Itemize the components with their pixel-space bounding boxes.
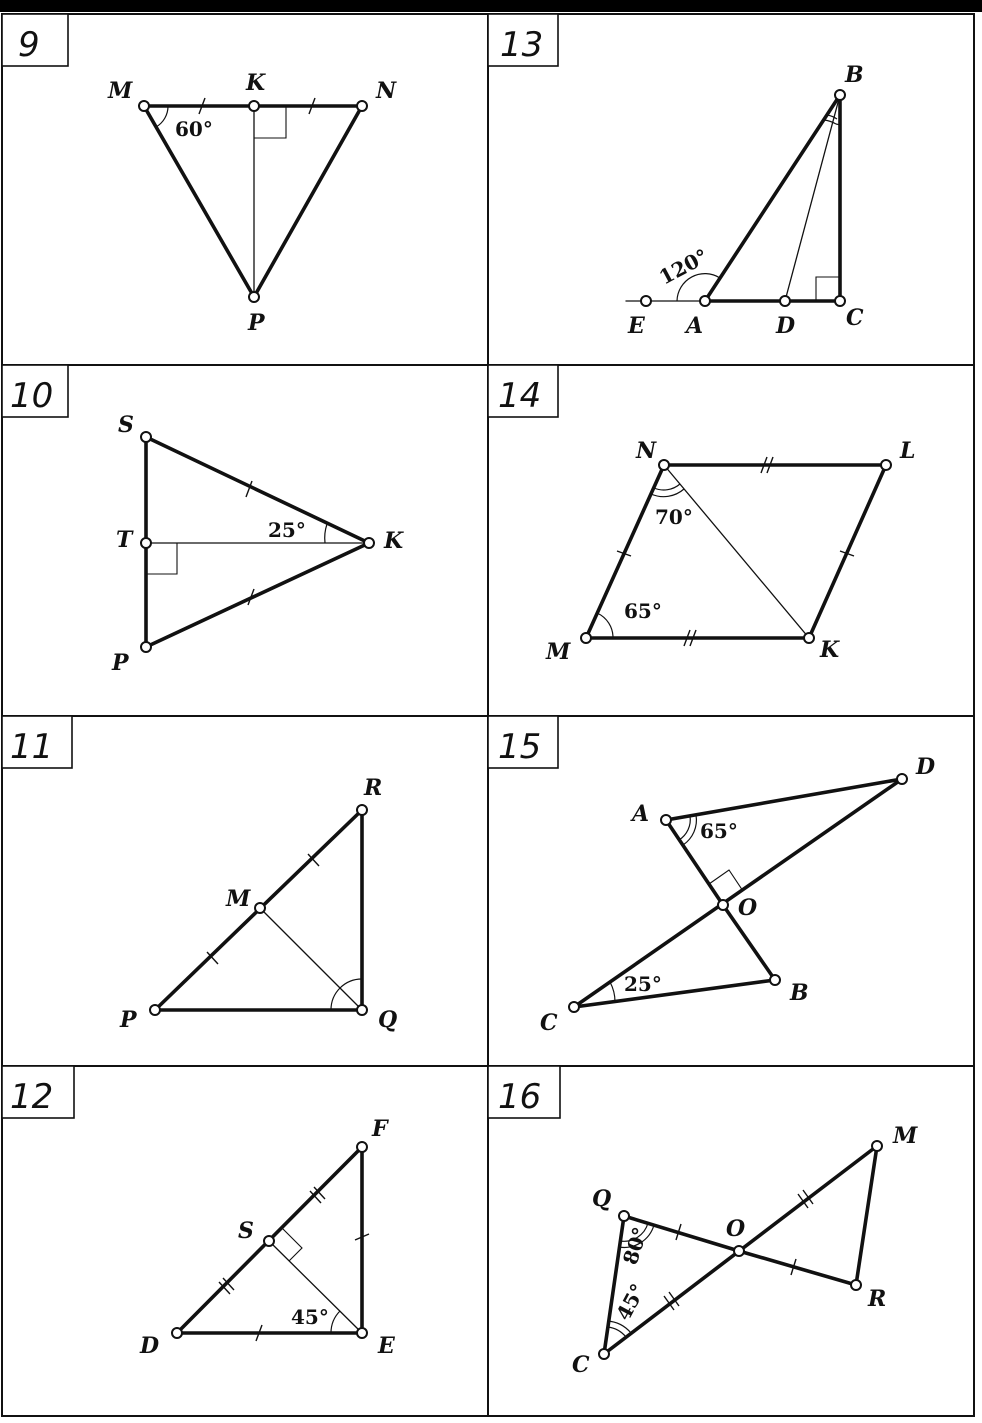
- point-label-P: P: [112, 650, 129, 676]
- point-label-L: L: [900, 438, 916, 464]
- point-label-D: D: [916, 754, 936, 780]
- point-label-P: P: [248, 310, 265, 336]
- point-label-M: M: [546, 639, 571, 665]
- point-label-M: M: [226, 886, 251, 912]
- point-label-M: M: [893, 1123, 918, 1149]
- point-label-N: N: [376, 78, 397, 104]
- point-label-R: R: [868, 1286, 887, 1312]
- point-label-D: D: [776, 313, 796, 339]
- panel-12: [2, 1066, 396, 1359]
- angle-label-65: 65°: [700, 819, 738, 843]
- angle-label-45: 45°: [611, 1279, 651, 1325]
- angle-label-25: 25°: [624, 972, 662, 996]
- point-label-C: C: [846, 305, 864, 331]
- point-label-K: K: [384, 528, 404, 554]
- point-label-B: B: [845, 62, 864, 88]
- point-label-P: P: [120, 1007, 137, 1033]
- panel-number: 10: [10, 376, 54, 416]
- angle-label-70: 70°: [655, 505, 693, 529]
- point-label-Q: Q: [592, 1186, 612, 1212]
- point-label-C: C: [540, 1010, 558, 1036]
- point-label-O: O: [726, 1216, 746, 1242]
- angle-label: 60°: [175, 117, 213, 141]
- point-label-K: K: [246, 70, 266, 96]
- point-label-R: R: [364, 775, 383, 801]
- point-label-T: T: [116, 527, 133, 553]
- angle-label: 25°: [268, 518, 306, 542]
- panel-11: [2, 716, 397, 1033]
- panel-number: 14: [498, 376, 542, 416]
- point-label-F: F: [372, 1116, 388, 1142]
- grid-frame: [2, 14, 974, 1416]
- panel-9: [2, 14, 397, 336]
- panel-number: 15: [498, 727, 542, 767]
- point-label-M: M: [108, 78, 133, 104]
- panel-16: [488, 1066, 918, 1378]
- point-label-E: E: [628, 313, 645, 339]
- panel-10: [2, 365, 404, 676]
- panel-number: 16: [498, 1077, 542, 1117]
- angle-label: 120°: [655, 243, 713, 290]
- panel-14: [488, 365, 915, 665]
- point-label-A: A: [632, 801, 650, 827]
- point-label-D: D: [140, 1333, 160, 1359]
- panel-13: [488, 14, 864, 339]
- point-label-K: K: [820, 637, 840, 663]
- panel-number: 9: [18, 25, 40, 65]
- point-label-C: C: [572, 1352, 590, 1378]
- point-label-Q: Q: [378, 1007, 398, 1033]
- panel-number: 11: [10, 727, 54, 767]
- point-label-A: A: [686, 313, 704, 339]
- point-label-S: S: [118, 412, 134, 438]
- point-label-B: B: [790, 980, 809, 1006]
- angle-label: 45°: [291, 1305, 329, 1329]
- point-label-N: N: [636, 438, 657, 464]
- angle-label-80: 80°: [617, 1224, 653, 1268]
- panel-15: [488, 716, 935, 1036]
- point-label-S: S: [238, 1218, 254, 1244]
- angle-label-65: 65°: [624, 599, 662, 623]
- panel-number: 12: [10, 1077, 54, 1117]
- panel-number: 13: [500, 25, 544, 65]
- point-label-O: O: [738, 895, 758, 921]
- point-label-E: E: [378, 1333, 395, 1359]
